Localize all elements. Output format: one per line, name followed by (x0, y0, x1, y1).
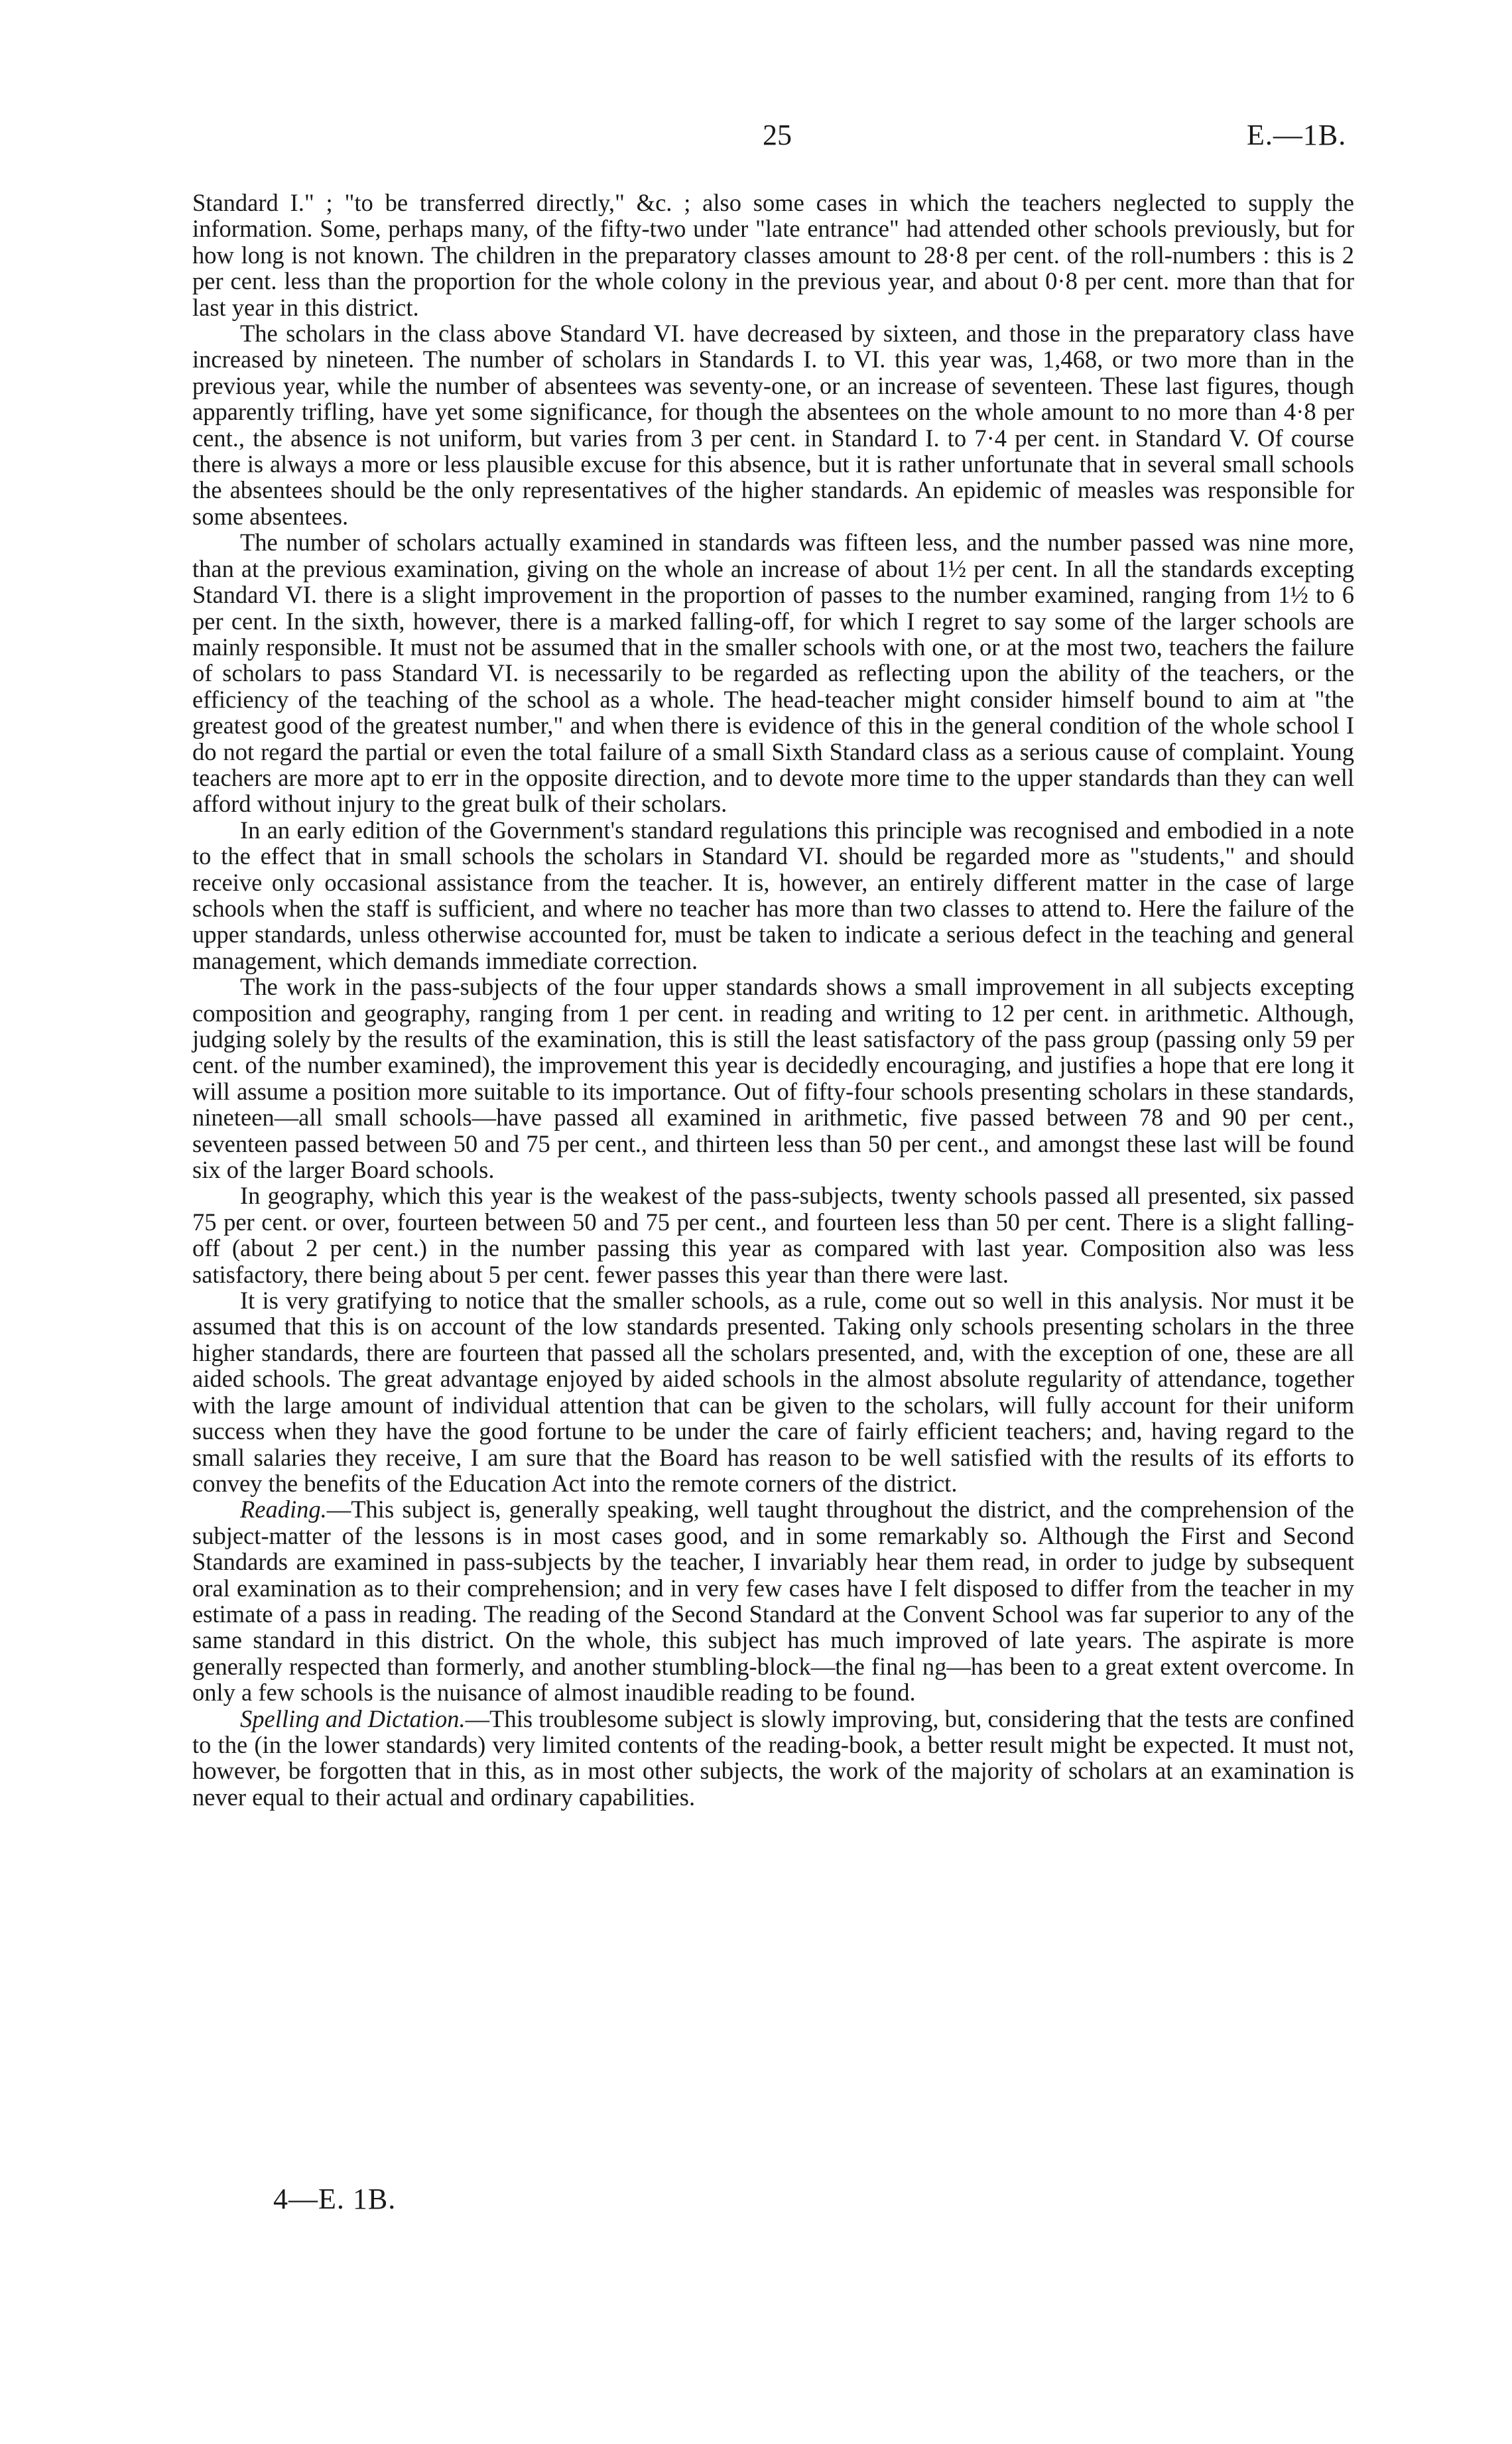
paragraph (192, 529, 1354, 816)
section-heading-reading: Reading. (240, 1496, 327, 1523)
paragraph (192, 320, 1354, 529)
paragraph (192, 1287, 1354, 1496)
page-number: 25 (763, 119, 792, 151)
paragraph-text: In geography, which this year is the weakest of the pass-subjects, twenty schools passed all presented, six passed 75 per cent. or over, fourteen between 50 and 75 per cent., and fourteen less than 50 per cent. There is a slight falling-off (about 2 per cent.) in the number passing this year as compared with last year. Composition also was less satisfactory, there being about 5 per cent. fewer passes this year than there were last. (192, 1182, 1354, 1288)
paragraph (192, 817, 1354, 974)
paragraph-reading (192, 1496, 1354, 1705)
paragraph-text: In an early edition of the Government's standard regulations this principle was recognised and embodied in a note to the effect that in small schools the scholars in Standard VI. should be regarded more as "students," and should receive only occasional assistance from the teacher. It is, however, an entirely different matter in the case of large schools when the staff is sufficient, and where no teacher has more than two classes to attend to. Here the failure of the upper standards, unless otherwise accounted for, must be taken to indicate a serious defect in the teaching and general management, which demands immediate correction. (192, 816, 1354, 974)
paragraph-text: The number of scholars actually examined in standards was fifteen less, and the number passed was nine more, than at the previous examination, giving on the whole an increase of about 1½ per cent. In all the standards excepting Standard VI. there is a slight improvement in the proportion of passes to the number examined, ranging from 1½ to 6 per cent. In the sixth, however, there is a marked falling-off, for which I regret to say some of the larger schools are mainly responsible. It must not be assumed that in the smaller schools with one, or at the most two, teachers the failure of scholars to pass Standard VI. is necessarily to be regarded as reflecting upon the ability of the teachers, or the efficiency of the teaching of the school as a whole. The head-teacher might consider himself bound to aim at "the greatest good of the greatest number," and when there is evidence of this in the general condition of the whole school I do not regard the partial or even the total failure of a small Sixth Standard class as a serious cause of complaint. Young teachers are more apt to err in the opposite direction, and to devote more time to the upper standards than they can well afford without injury to the great bulk of their scholars. (192, 529, 1354, 818)
paragraph-text: The scholars in the class above Standard VI. have decreased by sixteen, and those in the preparatory class have increased by nineteen. The number of scholars in Standards I. to VI. this year was, 1,468, or two more than in the previous year, while the number of absentees was seventy-one, or an increase of seventeen. These last figures, though apparently trifling, have yet some significance, for though the absentees on the whole amount to no more than 4·8 per cent., the absence is not uniform, but varies from 3 per cent. in Standard I. to 7·4 per cent. in Standard V. Of course there is always a more or less plausible excuse for this absence, but it is rather unfortunate that in several small schools the absentees should be the only representatives of the higher standards. An epidemic of measles was responsible for some absentees. (192, 320, 1354, 530)
document-reference: E.—1B. (1247, 119, 1347, 151)
paragraph (192, 1183, 1354, 1287)
paragraph-text: —This troublesome subject is slowly improving, but, considering that the tests are confined to the (in the lower standards) very limited contents of the reading-book, a better result might be expected. It must not, however, be forgotten that in this, as in most other subjects, the work of the majority of scholars at an examination is never equal to their actual and ordinary capabilities. (192, 1704, 1354, 1811)
paragraph (192, 190, 1354, 320)
paragraph-text: The work in the pass-subjects of the four upper standards shows a small improvement in all subjects excepting composition and geography, ranging from 1 per cent. in reading and writing to 12 per cent. in arithmetic. Although, judging solely by the results of the examination, this is still the least satisfactory of the pass group (passing only 59 per cent. of the number examined), the improvement this year is decidedly encouraging, and justifies a hope that ere long it will assume a position more suitable to its importance. Out of fifty-four schools presenting scholars in these standards, nineteen—all small schools—have passed all examined in arithmetic, five passed between 78 and 90 per cent., seventeen passed between 50 and 75 per cent., and thirteen less than 50 per cent., and amongst these last will be found six of the larger Board schools. (192, 973, 1354, 1184)
section-heading-spelling: Spelling and Dictation. (240, 1704, 466, 1732)
sheet-signature: 4—E. 1B. (273, 2183, 397, 2215)
paragraph-text: It is very gratifying to notice that the smaller schools, as a rule, come out so well in this analysis. Nor must it be assumed that this is on account of the low standards presented. Taking only schools presenting scholars in the three higher standards, there are fourteen that passed all the scholars presented, and, with the exception of one, these are all aided schools. The great advantage enjoyed by aided schools in the almost absolute regularity of attendance, together with the large amount of individual attention that can be given to the scholars, will fully account for their uniform success when they have the good fortune to be under the care of fairly efficient teachers; and, having regard to the small salaries they receive, I am sure that the Board has reason to be well satisfied with the results of its efforts to convey the benefits of the Education Act into the remote corners of the district. (192, 1287, 1354, 1497)
paragraph (192, 974, 1354, 1183)
paragraph-text: Standard I." ; "to be transferred directly," &c. ; also some cases in which the teachers neglected to supply the information. Some, perhaps many, of the fifty-two under "late entrance" had attended other schools previously, but for how long is not known. The children in the preparatory classes amount to 28·8 per cent. of the roll-numbers : this is 2 per cent. less than the proportion for the whole colony in the previous year, and about 0·8 per cent. more than that for last year in this district. (192, 189, 1354, 321)
page-header (0, 118, 1512, 164)
report-body (192, 190, 1354, 1810)
paragraph-text: —This subject is, generally speaking, well taught throughout the district, and the comprehension of the subject-matter of the lessons is in most cases good, and in some remarkably so. Although the First and Second Standards are examined in pass-subjects by the teacher, I invariably hear them read, in order to judge by subsequent oral examination as to their comprehension; and in very few cases have I felt disposed to differ from the teacher in my estimate of a pass in reading. The reading of the Second Standard at the Convent School was far superior to any of the same standard in this district. On the whole, this subject has much improved of late years. The aspirate is more generally respected than formerly, and another stumbling-block—the final ng—has been to a great extent overcome. In only a few schools is the nuisance of almost inaudible reading to be found. (192, 1496, 1354, 1706)
paragraph-spelling (192, 1706, 1354, 1811)
